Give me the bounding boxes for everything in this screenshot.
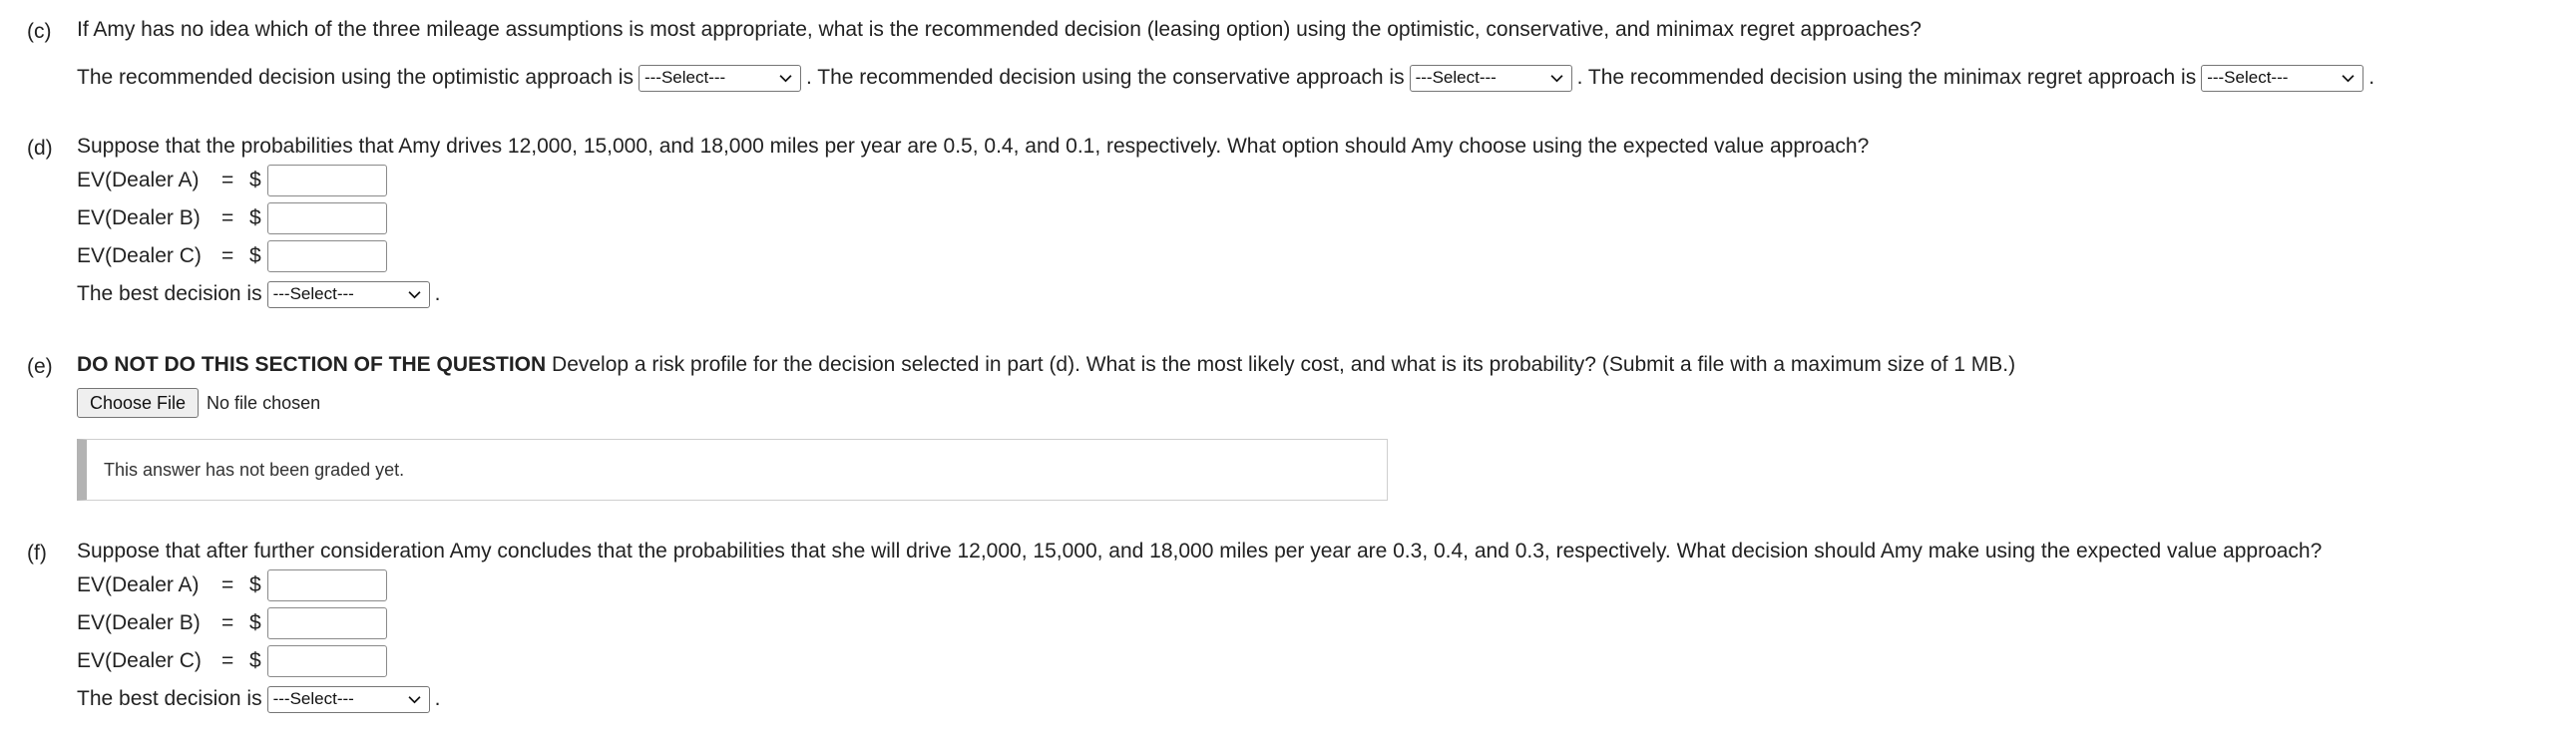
dollar-sign: $ (249, 206, 261, 229)
best-decision-select-value: ---Select--- (272, 284, 354, 303)
equals-sign: = (221, 206, 234, 229)
section-e-question (77, 349, 2015, 381)
chevron-down-icon (1550, 72, 1563, 85)
file-upload (77, 387, 320, 419)
section-c-label: (c) (27, 20, 52, 43)
ev-dealer-b-input[interactable] (267, 607, 387, 639)
dollar-sign: $ (249, 169, 261, 191)
chevron-down-icon (779, 72, 792, 85)
best-decision-select[interactable] (267, 281, 430, 308)
ev-row (77, 569, 387, 601)
ev-dealer-c-input[interactable] (267, 240, 387, 272)
chevron-down-icon (408, 693, 421, 706)
ev-dealer-a-input[interactable] (267, 165, 387, 196)
dollar-sign: $ (249, 573, 261, 596)
section-d-question: Suppose that the probabilities that Amy drives 12,000, 15,000, and 18,000 miles per year are 0.5, 0.4, and 0.1, respectively. What option should Amy choose using the expected value approach? (77, 135, 1870, 158)
optimistic-select-value: ---Select--- (644, 68, 726, 87)
ev-dealer-b-input[interactable] (267, 202, 387, 234)
ev-label: EV(Dealer A) (77, 169, 200, 191)
section-f-end: . (434, 687, 441, 710)
section-c-end: . (2368, 66, 2375, 89)
ev-label: EV(Dealer A) (77, 573, 200, 596)
grade-note-text: This answer has not been graded yet. (104, 459, 405, 480)
equals-sign: = (221, 649, 234, 672)
best-decision-select[interactable] (267, 686, 430, 713)
conservative-select-value: ---Select--- (1415, 68, 1497, 87)
dollar-sign: $ (249, 244, 261, 267)
equals-sign: = (221, 611, 234, 634)
section-f-label: (f) (27, 542, 47, 564)
ev-label: EV(Dealer B) (77, 611, 201, 634)
section-d-end: . (434, 282, 441, 305)
grade-note (77, 439, 1388, 501)
section-c-question: If Amy has no idea which of the three mileage assumptions is most appropriate, what is the recommended decision (leasing option) using the optimistic, conservative, and minimax regret approaches? (77, 18, 1922, 41)
ev-label: EV(Dealer C) (77, 244, 202, 267)
section-c-answer-line (77, 62, 2374, 94)
optimistic-text: The recommended decision using the optimistic approach is (77, 66, 634, 89)
section-e-text: Develop a risk profile for the decision selected in part (d). What is the most likely cost, and what is its probability? (Submit a file with a maximum size of 1 MB.) (546, 353, 2016, 376)
best-decision-select-value: ---Select--- (272, 689, 354, 708)
conservative-text: . The recommended decision using the conservative approach is (805, 66, 1405, 89)
ev-dealer-c-input[interactable] (267, 645, 387, 677)
section-d-label: (d) (27, 137, 53, 160)
best-decision-row (77, 278, 440, 310)
minimax-select-value: ---Select--- (2207, 68, 2289, 87)
chevron-down-icon (2342, 72, 2355, 85)
dollar-sign: $ (249, 649, 261, 672)
minimax-select[interactable] (2201, 65, 2363, 92)
ev-row (77, 240, 387, 272)
ev-row (77, 202, 387, 234)
conservative-select[interactable] (1410, 65, 1572, 92)
section-e-label: (e) (27, 355, 53, 378)
minimax-text: . The recommended decision using the minimax regret approach is (1576, 66, 2197, 89)
equals-sign: = (221, 244, 234, 267)
equals-sign: = (221, 573, 234, 596)
best-decision-row (77, 683, 440, 715)
equals-sign: = (221, 169, 234, 191)
ev-row (77, 607, 387, 639)
ev-label: EV(Dealer C) (77, 649, 202, 672)
dollar-sign: $ (249, 611, 261, 634)
best-decision-text: The best decision is (77, 687, 262, 710)
optimistic-select[interactable] (639, 65, 801, 92)
section-e-warning: DO NOT DO THIS SECTION OF THE QUESTION (77, 353, 547, 376)
ev-label: EV(Dealer B) (77, 206, 201, 229)
ev-row (77, 645, 387, 677)
file-status: No file chosen (207, 392, 321, 413)
section-f-question: Suppose that after further consideration Amy concludes that the probabilities that she will drive 12,000, 15,000, and 18,000 miles per year are 0.3, 0.4, and 0.3, respectively. What decision should Amy make using the expected value approach? (77, 540, 2323, 562)
chevron-down-icon (408, 288, 421, 301)
best-decision-text: The best decision is (77, 282, 262, 305)
ev-dealer-a-input[interactable] (267, 569, 387, 601)
ev-row (77, 165, 387, 196)
choose-file-button[interactable]: Choose File (77, 388, 199, 418)
